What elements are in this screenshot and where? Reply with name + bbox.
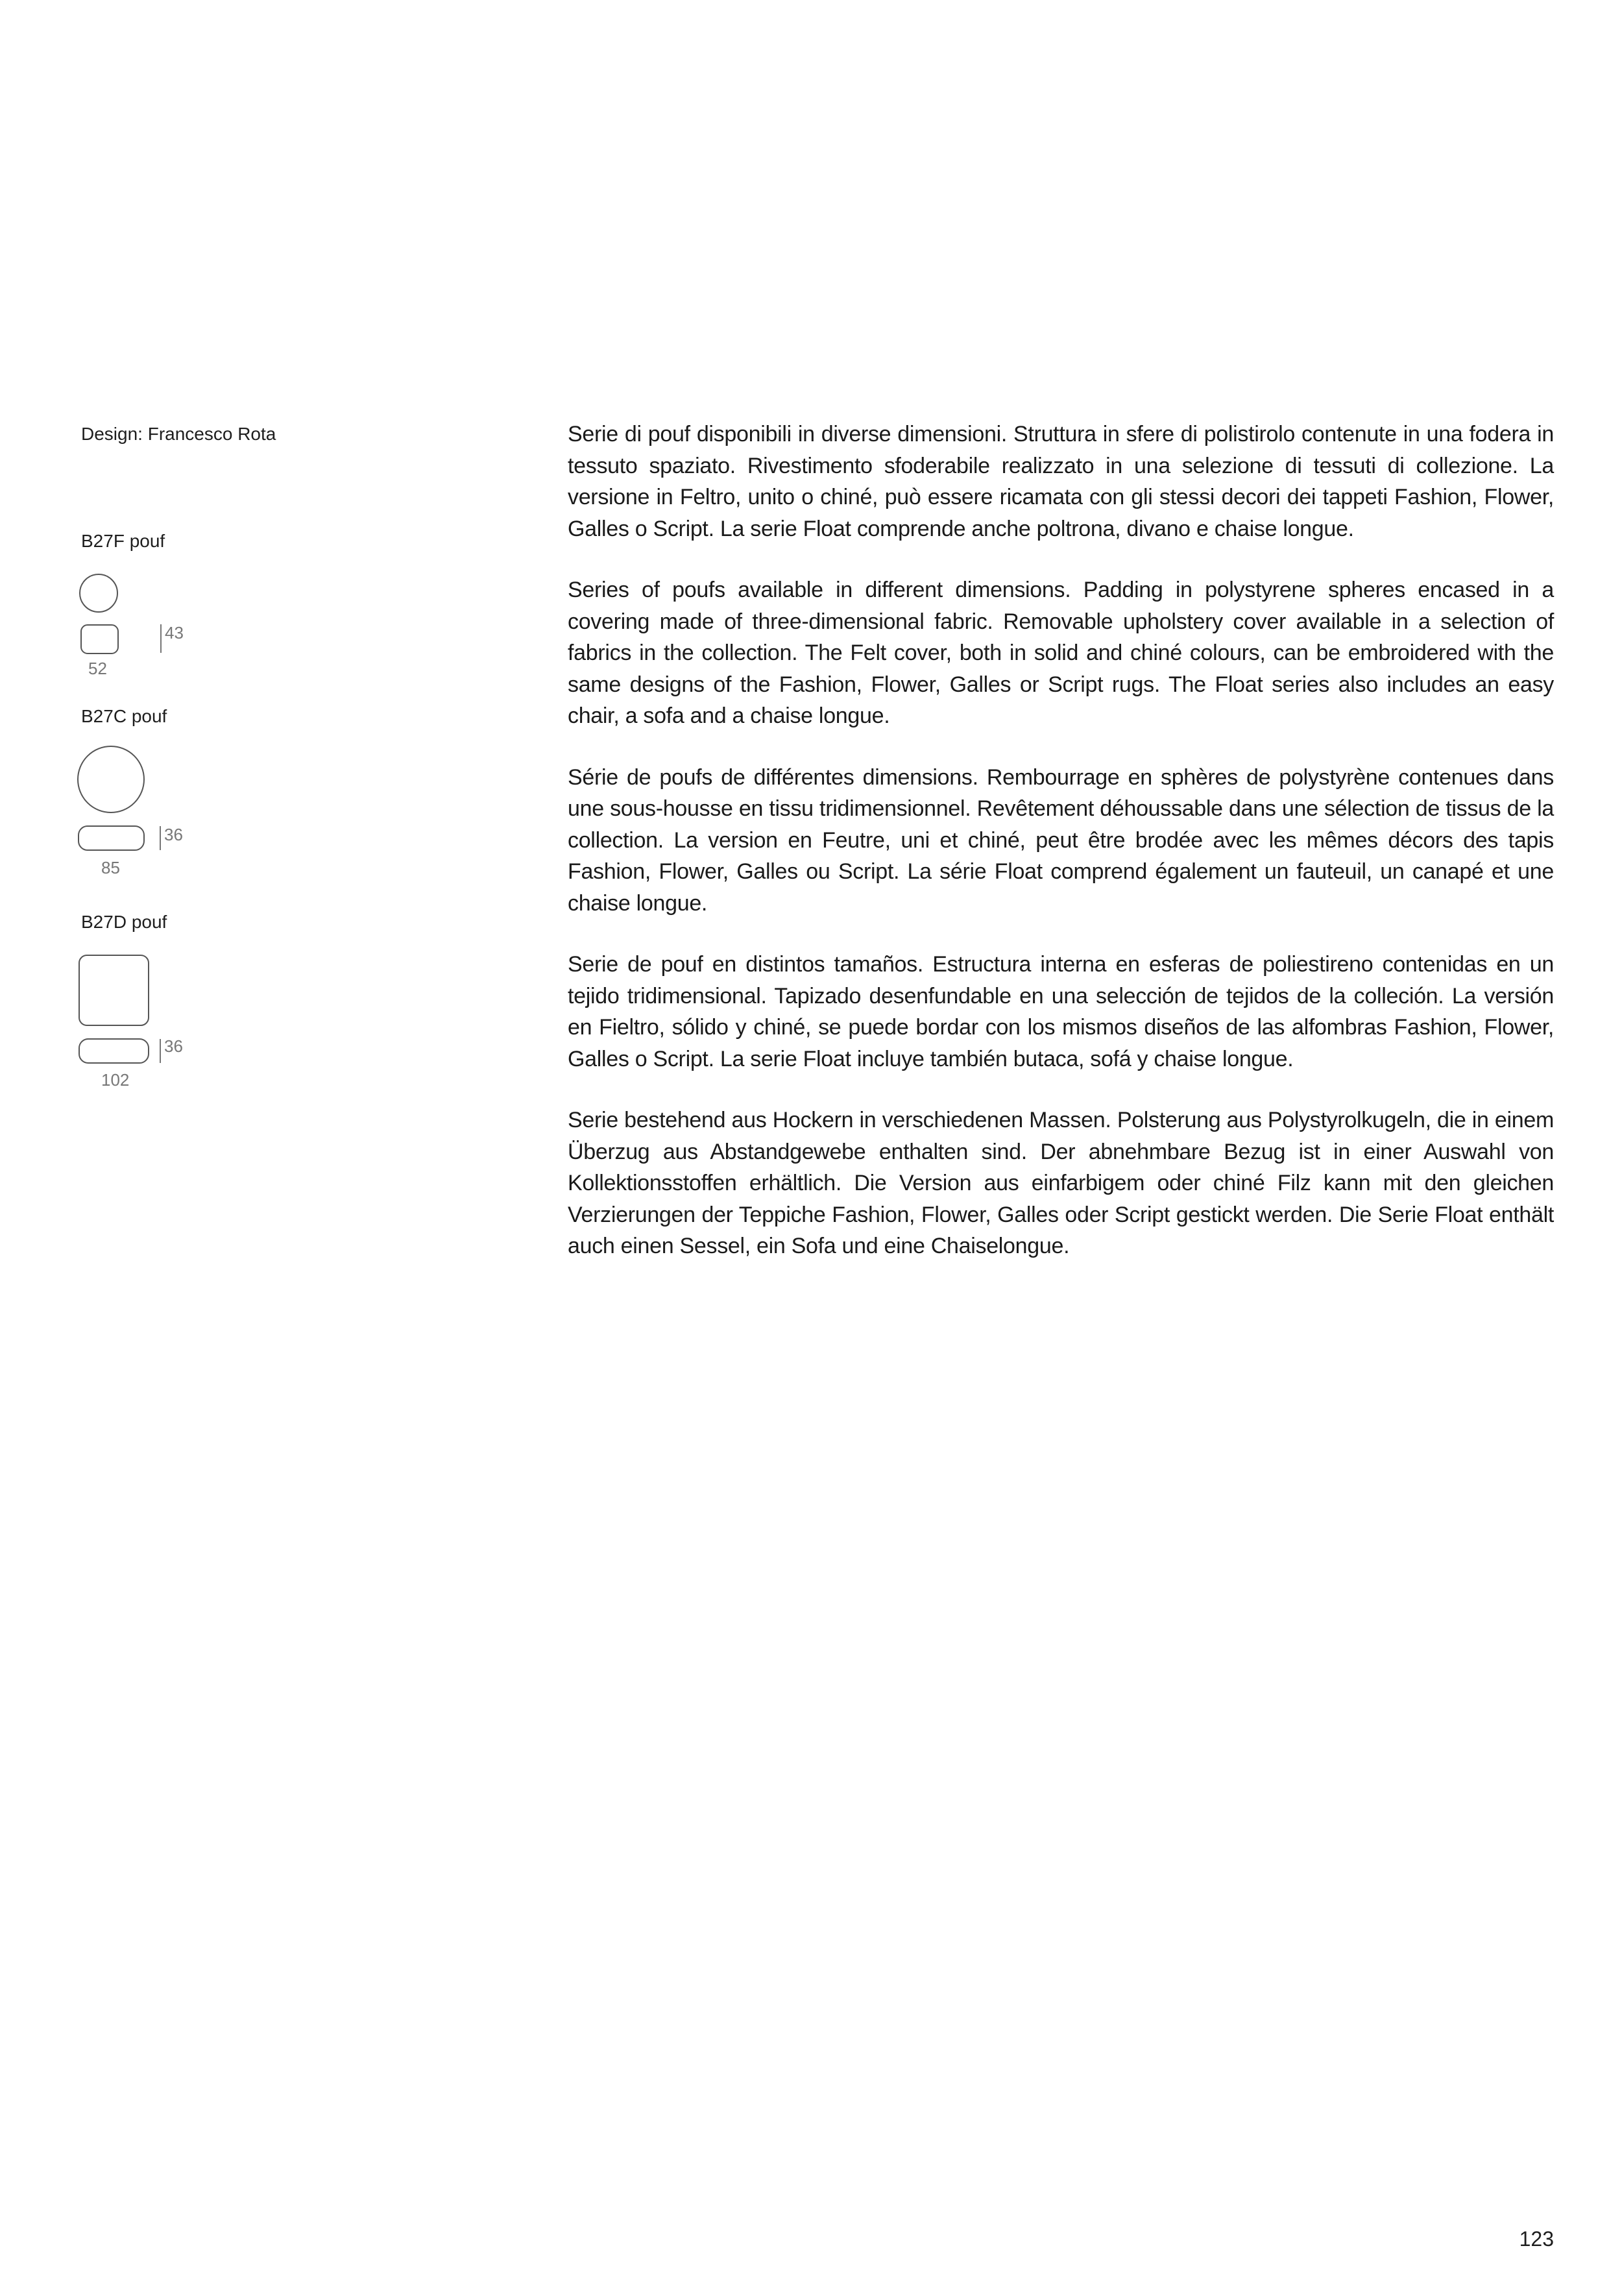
b27f-pouf-drawing <box>71 565 240 688</box>
b27c-height-label: 36 <box>164 825 183 844</box>
paragraph-german: Serie bestehend aus Hockern in verschiedenen Massen. Polsterung aus Polystyrolkugeln, die in einem Überzug aus Abstandgewebe enthalten sind. Der abnehmbare Bezug ist in einer Auswahl von Kollektionsstoffen erhältlich. Die Version aus einfarbigem oder chiné Filz kann mit den gleichen Verzierungen der Teppiche Fashion, Flower, Galles oder Script gestickt werden. Die Serie Float enthält auch einen Sessel, ein Sofa und eine Chaiselongue. <box>568 1108 1554 1258</box>
b27f-side-view <box>81 625 118 653</box>
b27f-top-view <box>80 574 117 612</box>
b27c-top-view <box>78 746 144 812</box>
paragraph-spanish: Serie de pouf en distintos tamaños. Estructura interna en esferas de poliestireno contenidas en un tejido tridimensional. Tapizado desenfundable en una selección de tejidos de la colleción. La versión en Fieltro, sólido y chiné, se puede bordar con los mismos diseños de las alfombras Fashion, Flower, Galles o Script. La serie Float incluye también butaca, sofá y chaise longue. <box>568 952 1554 1071</box>
paragraph-english: Series of poufs available in different dimensions. Padding in polystyrene spheres encased in a covering made of three-dimensional fabric. Removable upholstery cover available in a selection of fabrics in the collection. The Felt cover, both in solid and chiné colours, can be embroidered with the same designs of the Fashion, Flower, Galles or Script rugs. The Float series also includes an easy chair, a sofa and a chaise longue. <box>568 578 1554 728</box>
b27f-height-label: 43 <box>165 623 184 642</box>
b27f-width-label: 52 <box>88 659 107 678</box>
paragraph-french: Série de poufs de différentes dimensions. Rembourrage en sphères de polystyrène contenues dans une sous-housse en tissu tridimensionnel. Revêtement déhoussable dans une sélection de tissus de la collection. La version en Feutre, uni et chiné, peut être brodée avec les mêmes décors des tapis Fashion, Flower, Galles ou Script. La série Float comprend également un fauteuil, un canapé et une chaise longue. <box>568 764 1554 916</box>
b27d-side-view <box>79 1039 149 1063</box>
b27d-pouf-drawing <box>71 947 240 1097</box>
description-column <box>568 419 1554 1292</box>
b27c-width-label: 85 <box>101 858 120 877</box>
b27d-width-label: 102 <box>101 1070 130 1090</box>
product-title-b27c: B27C pouf <box>81 706 167 726</box>
product-title-b27d: B27D pouf <box>81 912 167 932</box>
page-number: 123 <box>1519 2227 1554 2251</box>
paragraph-italian: Serie di pouf disponibili in diverse dimensioni. Struttura in sfere di polistirolo contenute in una fodera in tessuto spaziato. Rivestimento sfoderabile realizzato in una selezione di tessuti di collezione. La versione in Feltro, unito o chiné, può essere ricamata con gli stessi decori dei tappeti Fashion, Flower, Galles o Script. La serie Float comprende anche poltrona, divano e chaise longue. <box>568 422 1554 541</box>
b27d-top-view <box>79 955 149 1025</box>
product-title-b27f: B27F pouf <box>81 531 165 551</box>
b27c-pouf-drawing <box>71 740 240 883</box>
b27d-height-label: 36 <box>164 1036 183 1056</box>
b27c-side-view <box>79 826 144 850</box>
designer-credit: Design: Francesco Rota <box>81 424 276 444</box>
